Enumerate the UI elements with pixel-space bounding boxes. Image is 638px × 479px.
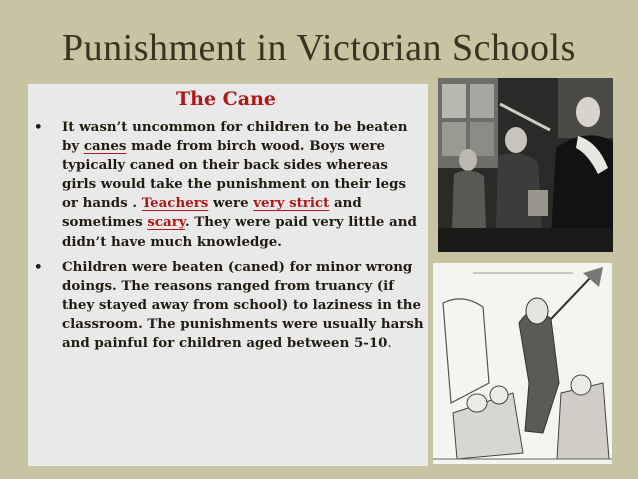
bullet-end-period: . (387, 336, 392, 352)
bullet-icon: • (34, 119, 43, 135)
bullet-text: It wasn’t uncommon for children to be beaten by (62, 119, 408, 155)
bullet-text: . They were paid very little and didn’t have much knowledge. (62, 214, 417, 250)
teacher-caning-boys-photo (438, 78, 613, 252)
highlight-scary: scary (147, 214, 185, 231)
bullet-text: were (208, 195, 254, 212)
bullet-item-caning (28, 118, 424, 252)
slide-title: Punishment in Victorian Schools (62, 27, 576, 69)
bullet-list (28, 118, 424, 359)
bullet-text: made from birch wood. Boys were typically caned on their back sides whereas girls would take the punishment on their legs or hands . (62, 138, 407, 212)
highlight-canes: canes (83, 138, 127, 155)
bullet-text: Children were beaten (caned) for minor wrong doings. The reasons ranged from truancy (if they stayed away from school) to laziness in the classroom. The punishments were usually harsh and painful for children aged between 5-10 (62, 258, 424, 352)
bullet-icon: • (34, 258, 43, 275)
slide-subtitle: The Cane (176, 88, 276, 110)
caricature-schoolmaster-caning-illustration (433, 263, 612, 464)
bullet-text: and sometimes (62, 195, 362, 231)
highlight-very-strict: very strict (253, 195, 330, 212)
highlight-teachers: Teachers (141, 195, 209, 212)
bullet-item-reasons (28, 258, 424, 353)
